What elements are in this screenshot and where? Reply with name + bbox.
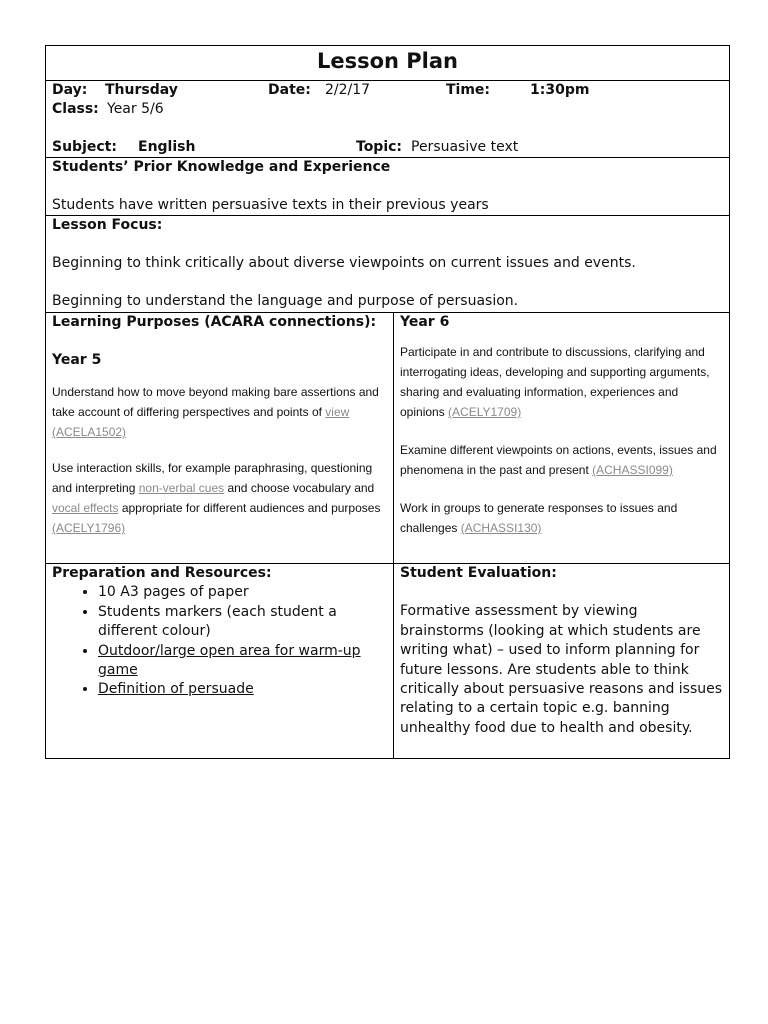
lesson-details	[46, 81, 730, 158]
class-label: Class:	[52, 101, 99, 117]
learning-purposes-year6	[394, 313, 730, 564]
preparation-heading: Preparation and Resources:	[52, 565, 272, 581]
date-label: Date:	[268, 82, 311, 98]
evaluation-text: Formative assessment by viewing brainstorms (looking at which students are writing what) – used to inform planning for future lessons. Are students able to think critically about persuasive reasons and issues relating to a certain topic e.g. banning unhealthy food due to health and obesity.	[400, 603, 723, 736]
lesson-focus-line-2: Beginning to understand the language and purpose of persuasion.	[52, 293, 519, 309]
details-line-3	[52, 138, 723, 157]
subject-label: Subject:	[52, 139, 117, 155]
time-value: 1:30pm	[530, 82, 590, 98]
acara-code-link-achassi130[interactable]: (ACHASSI130)	[460, 521, 542, 535]
glossary-link-view[interactable]: view	[325, 405, 350, 419]
details-line-2	[52, 100, 723, 119]
year5-heading: Year 5	[52, 352, 102, 368]
year6-item-2-text: Examine different viewpoints on actions, events, issues and phenomena in the past and present	[400, 443, 717, 477]
year5-item-2-text-c: appropriate for different audiences and purposes	[118, 501, 381, 515]
evaluation-heading: Student Evaluation:	[400, 565, 557, 581]
year5-item-2-text-b: and choose vocabulary and	[224, 481, 375, 495]
lesson-focus-line-1: Beginning to think critically about diverse viewpoints on current issues and events.	[52, 255, 636, 271]
year6-item-3	[400, 498, 723, 538]
year5-item-1	[52, 382, 387, 442]
topic-value: Persuasive text	[411, 139, 519, 155]
day-value: Thursday	[105, 82, 178, 98]
glossary-link-vocal-effects[interactable]: vocal effects	[52, 501, 119, 515]
subject-value: English	[138, 139, 196, 155]
year5-item-2	[52, 458, 387, 538]
prior-knowledge-heading: Students’ Prior Knowledge and Experience	[52, 159, 391, 175]
topic-label: Topic:	[356, 139, 403, 155]
list-item: • 10 A3 pages of paper	[98, 583, 387, 602]
acara-code-link-acela1502[interactable]: (ACELA1502)	[52, 425, 127, 439]
learning-purposes-year5	[46, 313, 394, 564]
class-value: Year 5/6	[107, 101, 164, 117]
list-item: • Outdoor/large open area for warm-up game	[98, 642, 387, 681]
year5-item-1-text: Understand how to move beyond making bare assertions and take account of differing perspectives and points of	[52, 385, 379, 419]
details-spacer	[52, 119, 723, 138]
student-evaluation-section	[394, 564, 730, 759]
page-title: Lesson Plan	[46, 46, 730, 81]
lesson-plan-table	[45, 45, 730, 759]
acara-code-link-acely1709[interactable]: (ACELY1709)	[448, 405, 522, 419]
list-item: • Definition of persuade	[98, 680, 387, 699]
year6-heading: Year 6	[400, 314, 450, 330]
glossary-link-non-verbal-cues[interactable]: non-verbal cues	[138, 481, 225, 495]
list-item: • Students markers (each student a different colour)	[98, 603, 387, 642]
year6-item-3-text: Work in groups to generate responses to issues and challenges	[400, 501, 678, 535]
year6-item-1-text: Participate in and contribute to discussions, clarifying and interrogating ideas, developing and supporting arguments, sharing and evaluating information, experiences and opinions	[400, 345, 710, 419]
details-line-1	[52, 81, 723, 100]
lesson-focus-heading: Lesson Focus:	[52, 217, 163, 233]
prior-knowledge-section	[46, 158, 730, 216]
year5-item-2-text-a: Use interaction skills, for example paraphrasing, questioning and interpreting	[52, 461, 373, 495]
preparation-list	[52, 583, 387, 699]
time-label: Time:	[446, 82, 491, 98]
year6-item-1	[400, 342, 723, 422]
date-value: 2/2/17	[325, 82, 371, 98]
lesson-focus-section	[46, 216, 730, 313]
acara-code-link-achassi099[interactable]: (ACHASSI099)	[592, 463, 673, 477]
prior-knowledge-text: Students have written persuasive texts in their previous years	[52, 197, 489, 213]
learning-purposes-heading: Learning Purposes (ACARA connections):	[52, 314, 377, 330]
preparation-resources-section	[46, 564, 394, 759]
day-label: Day:	[52, 82, 88, 98]
year6-item-2	[400, 440, 723, 480]
acara-code-link-acely1796[interactable]: (ACELY1796)	[52, 521, 126, 535]
